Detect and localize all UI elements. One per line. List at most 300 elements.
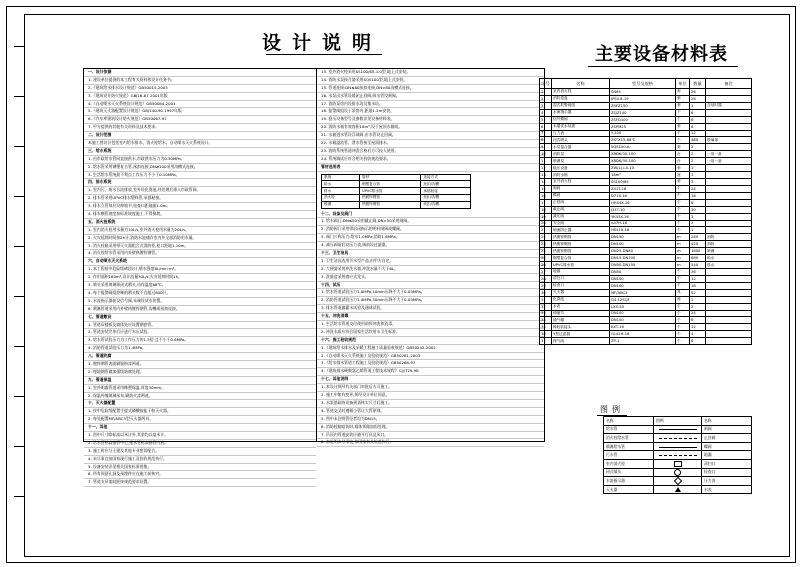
note-line: 14. 消防水泵接合器采用SQS100型,地上式安装。	[317, 77, 544, 85]
note-line: 1. 本设计须经有关部门审批后方可施工。	[317, 384, 544, 392]
materials-cell: 12	[540, 165, 552, 172]
materials-cell: 18	[540, 206, 552, 213]
pipe-material-cell: 丝扣/沟槽	[421, 201, 471, 208]
note-heading: 管材选用表	[317, 164, 544, 172]
note-line: 2. 作用面积160m²,设计流量30L/s,火灾延续时间1h。	[84, 274, 316, 282]
note-line: 4. 减压阀前后设压力表,阀前设过滤器。	[317, 242, 544, 250]
materials-header-row	[540, 79, 752, 89]
pipe-material-cell: 管材	[359, 174, 420, 181]
pipe-material-cell: 热镀锌钢管	[359, 194, 420, 201]
pipe-material-cell: 钢塑复合管	[359, 181, 420, 188]
note-line: 2. 每处配置MF/ABC3型灭火器两具。	[84, 416, 316, 424]
materials-cell: 12	[690, 275, 706, 282]
legend-name: 清扫口	[702, 459, 752, 468]
materials-cell: 30	[540, 289, 552, 296]
materials-cell: 末端试水装置	[552, 123, 610, 130]
note-line: 1. 室内污、废水合流排放,室外设化粪池,经处理后排入市政管网。	[84, 187, 316, 195]
materials-cell: 个	[676, 303, 690, 310]
materials-cell	[706, 109, 752, 116]
pipe-material-cell: 给水	[322, 181, 360, 188]
materials-cell: 个	[676, 317, 690, 324]
materials-cell: 12	[690, 130, 706, 137]
pipe-material-cell: 热镀锌钢管	[359, 201, 420, 208]
materials-cell	[706, 338, 752, 345]
materials-cell: 26	[540, 262, 552, 269]
note-line: 6.《汽车库建筑设计防火规范》GB50067-97	[84, 116, 316, 124]
materials-cell: 地漏	[552, 268, 610, 275]
materials-row	[540, 227, 752, 234]
note-line: 1. 生活给水管道交付使用前须冲洗和消毒。	[317, 321, 544, 329]
materials-row	[540, 296, 752, 303]
materials-row	[540, 178, 752, 185]
materials-cell: Y型过滤器	[552, 331, 610, 338]
materials-cell	[706, 89, 752, 96]
legend-name: 止回阀	[702, 434, 752, 443]
materials-cell: 2	[690, 303, 706, 310]
legend-header-cell: 图例	[654, 417, 702, 426]
legend-name: 闸阀	[702, 425, 752, 434]
note-line: 2. 火灾延续时间按2h计,消防水池储存室内外全部消防用水量。	[84, 235, 316, 243]
materials-cell: 23	[540, 241, 552, 248]
materials-cell: 个	[676, 220, 690, 227]
note-heading: 四、排水系统	[84, 179, 316, 187]
materials-cell: 热镀锌钢管	[552, 241, 610, 248]
note-line: 1. 按中危险级配置手提式磷酸铵盐干粉灭火器。	[84, 408, 316, 416]
materials-cell: 14	[540, 178, 552, 185]
materials-cell: 22	[540, 234, 552, 241]
legend-row	[604, 425, 752, 434]
legend-row	[604, 451, 752, 460]
materials-cell: JPS0.8-19	[610, 95, 676, 102]
materials-cell: YK43X-16	[610, 213, 676, 220]
note-line: 3. 排水管道做灌水试验及通球试验。	[317, 305, 544, 313]
note-line: 20. 消防水箱有效容积18m³,设于屋顶水箱间。	[317, 124, 544, 132]
materials-cell: 680	[690, 255, 706, 262]
materials-cell: 套	[676, 178, 690, 185]
materials-cell: 具	[676, 289, 690, 296]
note-line: 5.《建筑灭火器配置设计规范》GBJ140-90 1997年版	[84, 108, 316, 116]
materials-cell: 通气帽	[552, 317, 610, 324]
pipe-material-row	[322, 181, 471, 188]
materials-cell	[706, 268, 752, 275]
materials-cell: 260	[690, 234, 706, 241]
legend-name: 检查口	[702, 468, 752, 477]
materials-cell: 1	[690, 296, 706, 303]
materials-cell	[706, 199, 752, 206]
legend-name: 给水管	[604, 425, 654, 434]
materials-cell: 18m³	[610, 172, 676, 179]
note-line: 3. 消火栓箱采用带灭火器组合式消防柜,栓口距地1.10m。	[84, 243, 316, 251]
materials-cell: HH44X-16	[610, 199, 676, 206]
materials-cell: DN100	[610, 241, 676, 248]
note-line: 2. 施工中如有变更,须经设计单位同意。	[317, 392, 544, 400]
materials-row	[540, 275, 752, 282]
materials-cell: 25	[540, 255, 552, 262]
note-heading: 一、设计依据	[84, 69, 316, 77]
materials-cell: 湿式报警阀组	[552, 102, 610, 109]
materials-cell: 个	[676, 116, 690, 123]
note-line: 18. 报警阀组设于泵房内,距地1.2m安装。	[317, 108, 544, 116]
legend-name: 压力表	[702, 477, 752, 486]
materials-cell: 8	[690, 199, 706, 206]
materials-cell: Y-100	[610, 130, 676, 137]
materials-cell: 4	[690, 331, 706, 338]
materials-cell: 15	[540, 185, 552, 192]
materials-row	[540, 317, 752, 324]
materials-cell: 1	[690, 172, 706, 179]
materials-cell: 5	[540, 116, 552, 123]
materials-cell: 个	[676, 213, 690, 220]
legend-name: 闭式喷头	[604, 468, 654, 477]
legend-symbol-cell	[654, 434, 702, 443]
legend-name: 灭火器	[604, 485, 654, 494]
note-heading: 十二、设备及阀门	[317, 211, 544, 219]
note-line: 3.《建筑设计防火规范》GBJ16-87 2001年版	[84, 93, 316, 101]
materials-cell: 3	[540, 102, 552, 109]
materials-cell	[706, 220, 752, 227]
materials-cell: 个	[676, 324, 690, 331]
materials-cell: 2	[690, 151, 706, 158]
materials-cell: 个	[676, 310, 690, 317]
materials-cell: 29	[540, 282, 552, 289]
materials-cell: 玻璃球	[706, 137, 752, 144]
materials-cell: DN150	[610, 234, 676, 241]
materials-cell: 倒流防止器	[552, 227, 610, 234]
materials-cell: 6	[690, 116, 706, 123]
materials-cell	[706, 123, 752, 130]
materials-cell: 6	[690, 123, 706, 130]
materials-cell: 34	[540, 317, 552, 324]
materials-cell	[706, 317, 752, 324]
materials-cell: 座	[676, 296, 690, 303]
materials-table	[539, 78, 752, 345]
pipe-material-row	[322, 201, 471, 208]
materials-cell: ZSPM25	[610, 123, 676, 130]
materials-title: 主要设备材料表	[595, 44, 728, 65]
note-line: 15. 管道连接:DN≤80丝扣连接,DN>80沟槽式连接。	[317, 85, 544, 93]
note-line: 4.《自动喷水灭火系统设计规范》GB50084-2001	[84, 101, 316, 109]
materials-cell: 个	[676, 130, 690, 137]
materials-cell: ZSFZ150	[610, 102, 676, 109]
note-line: 1. 由市政给水管网直接供水,市政供水压力为0.30MPa。	[84, 156, 316, 164]
legend-name: 喷淋给水管	[604, 442, 654, 451]
note-line: 2.《自动喷水灭火系统施工及验收规范》GB50261-2003	[317, 353, 544, 361]
materials-row	[540, 241, 752, 248]
note-line: 6. 消防栓箱暗装时,墙体须做加固处理。	[317, 424, 544, 432]
materials-cell: 闭式喷头	[552, 137, 610, 144]
note-line: 2. 冲洗水质应符合国家生活饮用水卫生标准。	[317, 329, 544, 337]
materials-row	[540, 248, 752, 255]
materials-cell: DN50	[610, 268, 676, 275]
materials-cell: 35	[540, 324, 552, 331]
materials-cell	[706, 95, 752, 102]
materials-row	[540, 123, 752, 130]
materials-cell: 2	[690, 158, 706, 165]
legend-symbol-icon	[674, 461, 682, 467]
note-line: 2.《建筑给水排水设计规范》GB50015-2003	[84, 85, 316, 93]
page-title-underline	[266, 54, 382, 55]
materials-cell: 1850	[690, 248, 706, 255]
materials-row	[540, 185, 752, 192]
note-line: 2. 保温外缠玻璃丝布,刷防火漆两道。	[84, 393, 316, 401]
legend-name: 水流指示器	[604, 477, 654, 486]
materials-row	[540, 213, 752, 220]
materials-row	[540, 282, 752, 289]
note-line: 3.《给水排水管道工程施工及验收规范》GB50268-97	[317, 360, 544, 368]
materials-row	[540, 303, 752, 310]
legend-symbol-cell	[654, 425, 702, 434]
materials-cell: 个	[676, 331, 690, 338]
materials-cell: 24	[690, 310, 706, 317]
materials-row	[540, 89, 752, 96]
materials-cell: 7	[540, 130, 552, 137]
materials-cell: 钢塑复合管	[552, 255, 610, 262]
legend-header-cell: 名称	[604, 417, 654, 426]
note-line: 17. 消防泵房内设排水沟及集水坑。	[317, 101, 544, 109]
materials-row	[540, 172, 752, 179]
materials-cell: 20	[540, 220, 552, 227]
materials-cell: 18	[690, 282, 706, 289]
note-line: 24. 系统调试应符合相关验收规范要求。	[317, 156, 544, 164]
materials-cell: 稳压设备	[552, 165, 610, 172]
materials-cell: ZSTX15-68℃	[610, 137, 676, 144]
materials-cell	[706, 227, 752, 234]
note-heading: 十五、冲洗消毒	[317, 313, 544, 321]
note-line: 3. 水泵基础待设备到货核实尺寸后施工。	[317, 400, 544, 408]
note-line: 1. 镀锌钢管表面刷银粉漆两道。	[84, 361, 316, 369]
materials-cell: GL41H-16	[610, 331, 676, 338]
materials-cell: 2	[690, 220, 706, 227]
legend-row	[604, 485, 752, 494]
materials-cell: 套	[676, 102, 690, 109]
materials-cell: 消防泵	[552, 151, 610, 158]
materials-cell: 1	[690, 165, 706, 172]
note-line: 1. 建设单位提供的本工程有关资料和设计任务书;	[84, 77, 316, 85]
materials-header-cell: 备注	[706, 79, 752, 89]
legend-row	[604, 459, 752, 468]
materials-cell: 480	[690, 137, 706, 144]
legend-symbol-cell	[654, 442, 702, 451]
materials-cell: XBD6/30-100	[610, 151, 676, 158]
materials-cell: 个	[676, 185, 690, 192]
materials-cell: 喷淋泵	[552, 158, 610, 165]
note-line: 2. 消防阀门采用带启闭指示的明杆闸阀或蝶阀。	[317, 226, 544, 234]
materials-cell: 室外消火栓	[552, 178, 610, 185]
note-line: 1. 卫生洁具选用节水型产品,由甲方自定。	[317, 258, 544, 266]
materials-cell: 灭火器	[552, 289, 610, 296]
materials-row	[540, 268, 752, 275]
materials-cell: Z41T-16	[610, 185, 676, 192]
materials-row	[540, 255, 752, 262]
materials-cell: 52	[690, 289, 706, 296]
note-heading: 九、管道保温	[84, 377, 316, 385]
note-line: 1. 给水管道试验压力1.0MPa,10min压降不大于0.05MPa。	[317, 289, 544, 297]
materials-cell: 2	[690, 144, 706, 151]
materials-row	[540, 109, 752, 116]
materials-row	[540, 137, 752, 144]
note-heading: 十三、卫生洁具	[317, 250, 544, 258]
legend-symbol-icon	[673, 477, 681, 485]
note-line: 2. 排水管采用UPVC排水塑料管,承插粘接。	[84, 195, 316, 203]
note-heading: 十四、试压	[317, 282, 544, 290]
legend-table	[603, 416, 752, 494]
materials-cell: m	[676, 234, 690, 241]
legend-name: 消火栓给水管	[604, 434, 654, 443]
materials-cell	[706, 165, 752, 172]
note-line: 4. 未尽事宜按国家现行施工及验收规范执行。	[84, 456, 316, 464]
note-line: 2. 大便器采用冲洗水箱,冲洗水量不大于6L。	[317, 266, 544, 274]
materials-cell: 1	[690, 227, 706, 234]
note-line: 7. 甲方提供的其他有关资料及技术要求;	[84, 124, 316, 132]
materials-cell: 16	[540, 192, 552, 199]
materials-row	[540, 324, 752, 331]
materials-row	[540, 206, 752, 213]
materials-row	[540, 262, 752, 269]
materials-cell: 17	[540, 199, 552, 206]
pipe-material-row	[322, 188, 471, 195]
materials-cell: 台	[676, 151, 690, 158]
materials-cell: ZSFD100	[610, 116, 676, 123]
materials-cell: 540	[690, 262, 706, 269]
note-line: 1. 室外明露管道采用橡塑保温,厚度30mm。	[84, 385, 316, 393]
materials-title-underline	[588, 66, 738, 67]
pipe-material-cell: 丝扣/沟槽	[421, 181, 471, 188]
materials-row	[540, 151, 752, 158]
note-heading: 八、管道防腐	[84, 353, 316, 361]
note-line: 1. 室内消火栓用水量为10L/s,室外消火栓用水量为20L/s。	[84, 227, 316, 235]
note-heading: 十、灭火器配置	[84, 400, 316, 408]
materials-cell	[706, 303, 752, 310]
materials-row	[540, 289, 752, 296]
note-line: 13. 室外消火栓采用SS100/65-1.0型,地上式安装。	[317, 69, 544, 77]
materials-cell: A47H-16	[610, 220, 676, 227]
binding-strip	[6, 6, 24, 561]
materials-cell: 36	[540, 331, 552, 338]
note-line: 23. 消防系统管道冲洗合格后方可投入使用。	[317, 148, 544, 156]
materials-header-cell: 名称	[552, 79, 610, 89]
materials-cell: 13	[540, 172, 552, 179]
materials-cell: XBD6/30-100	[610, 158, 676, 165]
materials-cell	[706, 144, 752, 151]
materials-row	[540, 192, 752, 199]
materials-cell: 热镀锌钢管	[552, 234, 610, 241]
materials-row	[540, 144, 752, 151]
pipe-material-cell: 系统	[322, 174, 360, 181]
materials-cell: 9	[540, 144, 552, 151]
materials-cell: ZW(L)-I-X-10	[610, 165, 676, 172]
materials-cell: 12	[690, 324, 706, 331]
materials-cell: 套	[676, 95, 690, 102]
materials-cell: KXT-16	[610, 324, 676, 331]
note-line: 7. 吊顶内管道安装应避开灯具及风口。	[317, 432, 544, 440]
materials-cell	[706, 331, 752, 338]
materials-cell: 30	[690, 206, 706, 213]
materials-row	[540, 234, 752, 241]
materials-row	[540, 165, 752, 172]
legend-row	[604, 477, 752, 486]
materials-cell	[706, 172, 752, 179]
materials-cell: 个	[676, 199, 690, 206]
note-line: 6. 喷淋管道采用内外壁热镀锌钢管,沟槽或丝扣连接。	[84, 306, 316, 314]
materials-cell: 喷淋	[706, 248, 752, 255]
materials-cell: 套	[676, 165, 690, 172]
materials-cell: 19	[540, 213, 552, 220]
materials-cell	[706, 178, 752, 185]
legend-title: 图例	[600, 405, 624, 414]
materials-cell: 个	[676, 206, 690, 213]
note-line: 4. 消火栓给水管采用内外壁热镀锌钢管。	[84, 250, 316, 258]
materials-cell: LXS-50	[610, 303, 676, 310]
materials-cell: UPVC排水管	[552, 262, 610, 269]
note-line: 1. 管道穿楼板及墙体处应设置钢套管。	[84, 322, 316, 330]
materials-cell	[706, 275, 752, 282]
materials-cell: 6	[690, 109, 706, 116]
materials-cell: SQS100-A	[610, 144, 676, 151]
materials-cell: 3	[690, 178, 706, 185]
materials-cell: 水流指示器	[552, 109, 610, 116]
materials-cell: 个	[676, 282, 690, 289]
materials-row	[540, 102, 752, 109]
note-heading: 五、消火栓系统	[84, 219, 316, 227]
materials-header-cell: 序号	[540, 79, 552, 89]
note-line: 3. 排水立管每层设伸缩节,检查口距地面1.0m。	[84, 203, 316, 211]
note-line: 2. 消防管道试验压力1.4MPa,30min压降不大于0.05MPa。	[317, 297, 544, 305]
materials-cell: DN50-DN150	[610, 262, 676, 269]
materials-cell: 一用一备	[706, 151, 752, 158]
note-line: 3. 喷头采用玻璃球闭式喷头,动作温度68℃。	[84, 282, 316, 290]
materials-cell: m	[676, 241, 690, 248]
materials-cell	[706, 185, 752, 192]
materials-header-cell: 型号及规格	[610, 79, 676, 89]
legend-symbol-icon	[659, 447, 697, 448]
materials-cell	[706, 324, 752, 331]
materials-cell: 2	[540, 95, 552, 102]
materials-cell: 28	[540, 275, 552, 282]
materials-cell: 6	[540, 123, 552, 130]
materials-cell: 截止阀	[552, 206, 610, 213]
note-line: 7. 管道支吊架间距按规范要求设置。	[84, 479, 316, 487]
note-line: 1. 图中尺寸除标高以米计外,其余均以毫米计。	[84, 432, 316, 440]
materials-row	[540, 310, 752, 317]
materials-cell: m	[676, 262, 690, 269]
pipe-material-cell: 喷淋	[322, 201, 360, 208]
materials-cell	[706, 282, 752, 289]
materials-cell: 6	[690, 317, 706, 324]
materials-cell: 减压阀	[552, 213, 610, 220]
materials-cell: 27	[540, 268, 552, 275]
materials-cell: SN65	[610, 89, 676, 96]
materials-cell: 橡胶软接头	[552, 324, 610, 331]
materials-cell: 33	[540, 310, 552, 317]
materials-cell: 套	[676, 89, 690, 96]
materials-cell: 36	[690, 268, 706, 275]
note-line: 本施工图设计包括室内给水排水、消火栓给水、自动喷水灭火系统设计。	[84, 140, 316, 148]
note-line: 1.《建筑给水排水及采暖工程施工质量验收规范》GB50242-2002	[317, 345, 544, 353]
materials-cell: 26	[690, 89, 706, 96]
note-heading: 二、设计范围	[84, 132, 316, 140]
materials-cell: 化粪池	[552, 296, 610, 303]
legend-symbol-cell	[654, 459, 702, 468]
materials-cell: 个	[676, 109, 690, 116]
materials-cell: 26	[690, 95, 706, 102]
materials-cell: ZP-1	[610, 338, 676, 345]
note-line: 2. 埋地钢管做加强级防腐处理。	[84, 369, 316, 377]
materials-cell	[706, 130, 752, 137]
pipe-material-row	[322, 174, 471, 181]
pipe-material-cell: 丝扣/沟槽	[421, 194, 471, 201]
note-line: 4. 消防管道试验压力为1.4MPa。	[84, 345, 316, 353]
pipe-material-row	[322, 194, 471, 201]
